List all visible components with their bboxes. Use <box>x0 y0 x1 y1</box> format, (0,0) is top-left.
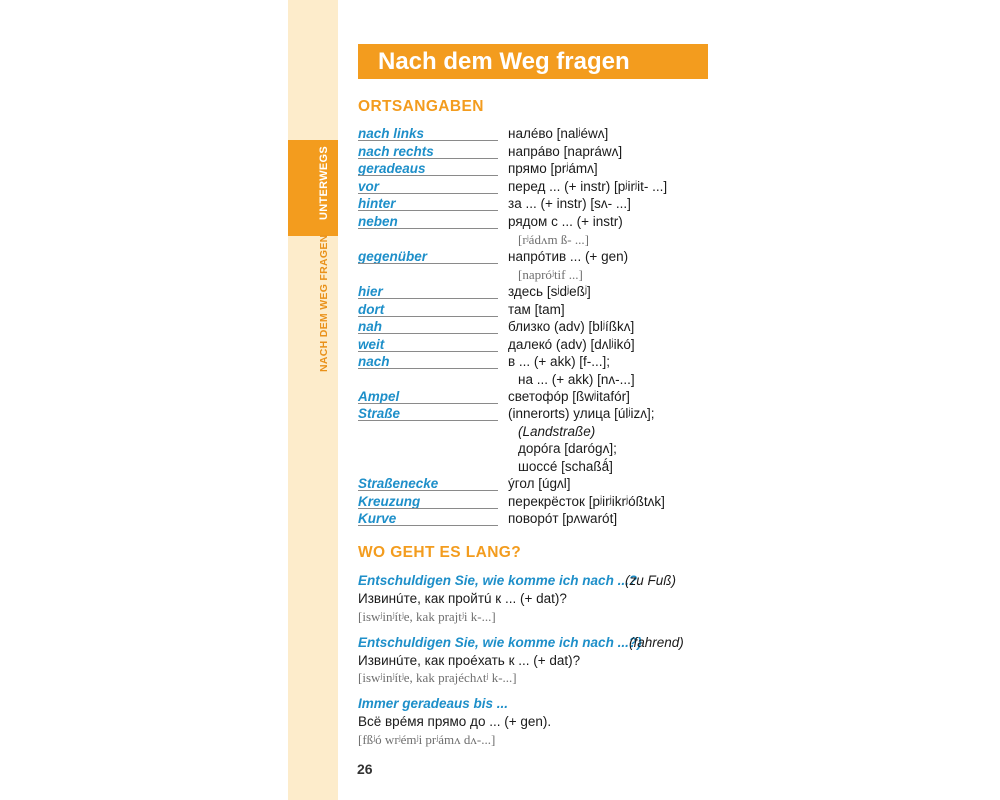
phrase-russian: Извинúте, как пройтú к ... (+ dat)? <box>358 591 567 606</box>
term: nach links <box>358 126 425 141</box>
leader-line <box>358 179 498 194</box>
translation: на ... (+ akk) [nʌ-...] <box>518 372 635 387</box>
leader-line <box>358 144 498 159</box>
phrase-russian: Всё врéмя прямо до ... (+ gen). <box>358 714 552 729</box>
translation: налéво [nalʲéwʌ] <box>508 126 609 141</box>
tab-unterwegs-label: UNTERWEGS <box>318 145 330 220</box>
leader-line <box>358 476 498 491</box>
translation: там [tam] <box>508 302 565 317</box>
phrase-note: (zu Fuß) <box>625 573 677 588</box>
translation: дорóга [darógʌ]; <box>518 441 617 456</box>
term: hinter <box>358 196 396 211</box>
leader-line <box>358 511 498 526</box>
translation: ýгол [úgʌl] <box>508 476 571 491</box>
translation: перед ... (+ instr) [pʲirʲit- ...] <box>508 179 668 194</box>
translation: здесь [sʲdʲeßʲ] <box>508 284 591 299</box>
translation: (Landstraße) <box>518 424 596 439</box>
leader-line <box>358 284 498 299</box>
translation: близко (adv) [blʲíßkʌ] <box>508 319 635 334</box>
leader-line <box>358 302 498 317</box>
leader-line <box>358 214 498 229</box>
pronunciation: [rʲádʌm ß- ...] <box>518 232 589 247</box>
term: nach rechts <box>358 144 434 159</box>
translation: поворóт [pʌwarót] <box>508 511 618 526</box>
translation: шоссé [schaßǻ] <box>518 459 613 474</box>
term: nah <box>358 319 383 334</box>
leader-line <box>358 337 498 352</box>
translation: далекó (adv) [dʌlʲikó] <box>508 337 635 352</box>
page-number: 26 <box>357 761 373 777</box>
translation: в ... (+ akk) [f-...]; <box>508 354 611 369</box>
term: geradeaus <box>358 161 426 176</box>
phrase-german: Immer geradeaus bis ... <box>358 696 509 711</box>
phrase-russian: Извинúте, как проéхать к ... (+ dat)? <box>358 653 581 668</box>
term: weit <box>358 337 385 352</box>
term: Straße <box>358 406 401 421</box>
term: hier <box>358 284 383 299</box>
phrase-pronunciation: [iswʲinʲítʲe, kak prajéchʌtʲ k-...] <box>358 670 517 685</box>
translation: рядом с ... (+ instr) <box>508 214 623 229</box>
translation: за ... (+ instr) [sʌ- ...] <box>508 196 631 211</box>
pronunciation: [napróʲtif ...] <box>518 267 583 282</box>
leader-line <box>358 249 498 264</box>
phrase-note: (fahrend) <box>629 635 684 650</box>
leader-line <box>358 319 498 334</box>
translation: напрóтив ... (+ gen) <box>508 249 629 264</box>
translation: напрáво [napráwʌ] <box>508 144 623 159</box>
leader-line <box>358 126 498 141</box>
leader-line <box>358 354 498 369</box>
side-strip <box>288 0 338 800</box>
leader-line <box>358 389 498 404</box>
section-heading-ortsangaben: ORTSANGABEN <box>358 98 484 115</box>
translation: (innerorts) улица [úlʲizʌ]; <box>508 406 655 421</box>
term: Kreuzung <box>358 494 421 509</box>
leader-line <box>358 494 498 509</box>
translation: светофóр [ßwʲitafór] <box>508 389 630 404</box>
term: Straßenecke <box>358 476 439 491</box>
leader-line <box>358 196 498 211</box>
phrase-pronunciation: [iswʲinʲítʲe, kak prajtʲi k-...] <box>358 609 496 624</box>
term: Kurve <box>358 511 397 526</box>
term: nach <box>358 354 390 369</box>
phrase-german: Entschuldigen Sie, wie komme ich nach ...? <box>358 573 638 588</box>
tab-nach-dem-weg-fragen-label: NACH DEM WEG FRAGEN <box>318 234 330 372</box>
term: dort <box>358 302 385 317</box>
page-title: Nach dem Weg fragen <box>378 48 630 75</box>
leader-line <box>358 161 498 176</box>
term: vor <box>358 179 380 194</box>
translation: перекрёсток [pʲirʲikrʲóßtʌk] <box>508 494 665 509</box>
translation: прямо [prʲámʌ] <box>508 161 598 176</box>
leader-line <box>358 406 498 421</box>
phrase-pronunciation: [fßʲó wrʲémʲi prʲámʌ dʌ-...] <box>358 732 496 747</box>
term: Ampel <box>358 389 400 404</box>
phrase-german: Entschuldigen Sie, wie komme ich nach ...?) <box>358 635 642 650</box>
title-bar <box>358 44 708 79</box>
section-heading-wo-geht-es-lang: WO GEHT ES LANG? <box>358 544 522 561</box>
tab-unterwegs[interactable] <box>288 140 338 236</box>
term: gegenüber <box>358 249 428 264</box>
term: neben <box>358 214 398 229</box>
